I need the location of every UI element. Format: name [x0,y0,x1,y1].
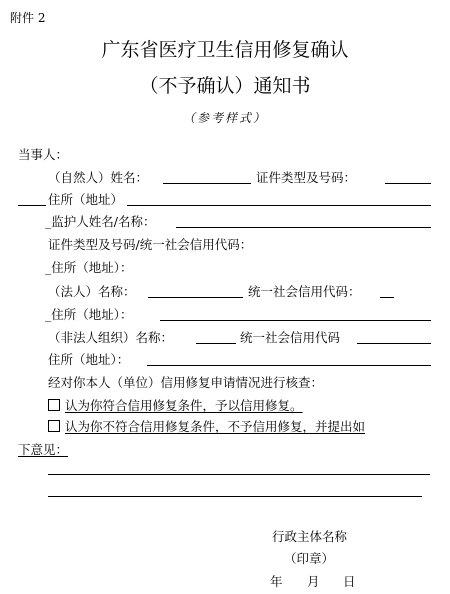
opinion-line-1[interactable] [48,474,430,475]
opinion-line-2[interactable] [48,496,422,497]
option-reject[interactable] [48,417,365,435]
party-label: 当事人： [18,147,69,162]
residence-field-4[interactable] [147,365,431,366]
subtitle: （参考样式） [182,111,267,125]
credit-code-field-2[interactable] [357,343,431,344]
reject-checkbox[interactable] [48,420,60,432]
guardian-name-field[interactable] [176,227,431,228]
authority-name: 行政主体名称 [272,529,348,544]
option-approve-text: 认为你符合信用修复条件，予以信用修复。 [65,398,303,413]
id-type-number-field[interactable] [385,183,431,184]
title-line-1: 广东省医疗卫生信用修复确认 [101,39,349,61]
legal-person-name-field[interactable] [148,297,243,298]
id-or-credit-code-label: 证件类型及号码/统一社会信用代码： [48,237,253,252]
review-text: 经对你本人（单位）信用修复申请情况进行核查： [48,375,324,390]
credit-code-label-1: 统一社会信用代码： [248,284,361,299]
seal: （印章） [284,551,335,566]
residence-label-4: 住所（地址）： [48,352,130,367]
non-legal-org-name-label: （非法人组织）名称： [48,330,174,345]
date-day: 日 [343,574,356,589]
residence-label-1: 住所（地址） [48,192,124,207]
residence-field-1[interactable] [127,205,431,206]
title-line-2: （不予确认）通知书 [139,75,311,97]
residence-field-3[interactable] [160,320,431,321]
credit-code-field-1[interactable] [380,297,394,298]
legal-person-name-label: （法人）名称： [48,284,136,299]
credit-code-label-2: 统一社会信用代码 [240,330,341,345]
option-reject-continued: 下意见： [18,442,69,457]
date-year: 年 [270,574,283,589]
non-legal-org-name-field[interactable] [196,343,236,344]
approve-checkbox[interactable] [48,399,60,411]
option-reject-text: 认为你不符合信用修复条件，不予信用修复，并提出如 [65,419,366,434]
residence-prefix-field[interactable] [18,205,46,206]
natural-person-name-field[interactable] [163,183,251,184]
natural-person-name-label: （自然人）姓名： [48,170,149,185]
date-month: 月 [307,574,320,589]
residence-label-3: _住所（地址）： [45,307,133,322]
id-type-number-label: 证件类型及号码： [256,170,357,185]
attachment-label: 附件 2 [10,11,46,25]
option-approve[interactable] [48,396,303,414]
residence-label-2: _住所（地址）： [45,260,133,275]
guardian-name-label: _监护人姓名/名称： [45,214,156,229]
